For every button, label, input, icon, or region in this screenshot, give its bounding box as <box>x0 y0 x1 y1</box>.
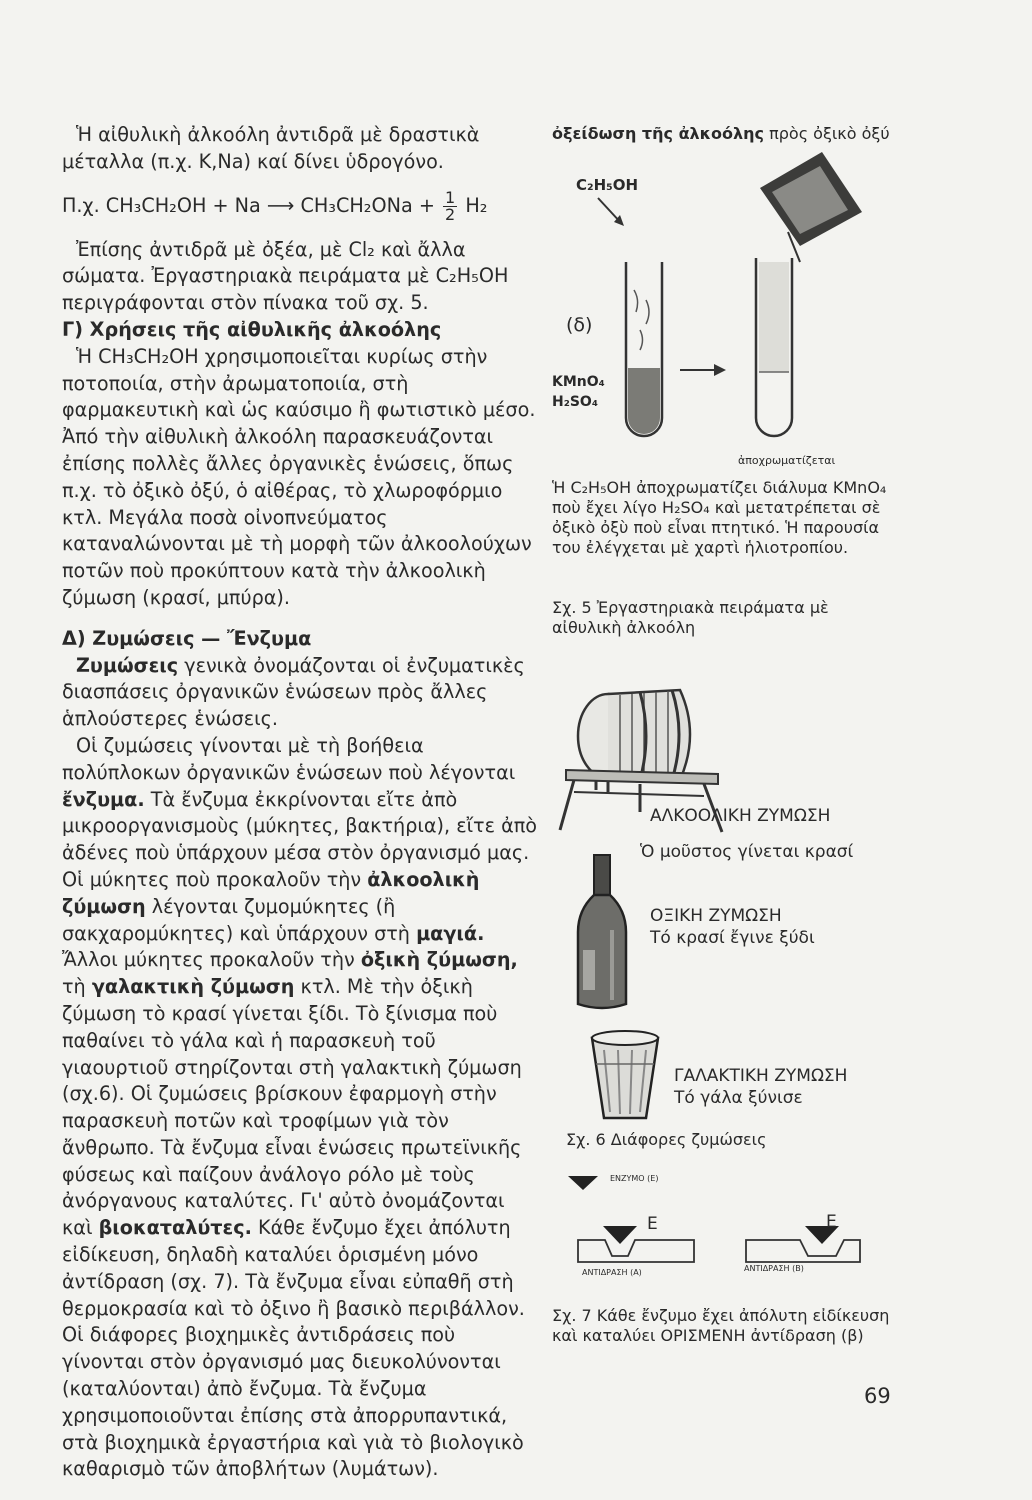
enzyme-a-label: Ε <box>647 1214 658 1234</box>
fig5-title-rest: πρὸς ὀξικὸ ὀξύ <box>764 124 890 143</box>
paragraph-acids: Ἐπίσης ἀντιδρᾶ μὲ ὀξέα, μὲ Cl₂ καὶ ἄλλα σώματα. Ἐργαστηριακὰ πειράματα μὲ C₂H₅OH περιγράφονται στὸν πίνακα τοῦ σχ. 5. <box>62 237 509 315</box>
text-span: Κάθε ἔνζυμο ἔχει ἀπόλυτη εἰδίκευση, δηλαδὴ καταλύει ὁρισμένη μόνο ἀντίδραση (σχ. 7). Τὰ ἔνζυμα εἶναι εὐπαθῆ στὴ θερμοκρασία καὶ τὸ ὀξινο ἢ βασικὸ περιβάλλον. Οἱ διάφορες βιοχημικὲς ἀντιδράσεις ποὺ γίνονται στὸν ὀργανισμό μας διευκολύνονται (καταλύονται) ἀπὸ ἔνζυμα. Τὰ ἔνζυμα χρησιμοποιοῦνται ἐπίσης στὰ ἀπορρυπαντικά, στὰ βιοχημικὰ ἐργαστήρια καὶ γιὰ τὸ βιολογικὸ καθαρισμὸ τῶν ἀποβλήτων (λυμάτων). <box>62 1216 525 1481</box>
label-decolorized: ἀποχρωματίζεται <box>738 454 836 467</box>
substrate-a-shape <box>578 1240 694 1262</box>
alcoholic-title: ΑΛΚΟΟΛΙΚΗ ΖΥΜΩΣΗ <box>650 806 831 826</box>
enzyme-a-icon <box>603 1226 637 1244</box>
label-kmno4: KMnO₄ <box>552 374 605 390</box>
fig5-label: Σχ. 5 Ἐργαστηριακὰ πειράματα μὲ αἰθυλικὴ ἀλκοόλη <box>552 598 829 637</box>
equation-rhs: H₂ <box>465 193 488 217</box>
label-h2so4: H₂SO₄ <box>552 394 598 410</box>
text-span: Τὰ ἔνζυμα ἐκκρίνονται εἴτε ἀπὸ μικροοργανισμοὺς (μύκητες, βακτήρια), εἴτε ἀπὸ ἀδένες ποὺ ὑπάρχουν μέσα στὸν ὀργανισμό μας. Οἱ μύκητες ποὺ προκαλοῦν τὴν <box>62 787 538 891</box>
fraction-numerator: 1 <box>445 187 456 207</box>
text-span: κτλ. Μὲ τὴν ὀξικὴ ζύμωση τὸ κρασί γίνεται ξίδι. Τὸ ξίνισμα ποὺ παθαίνει τὸ γάλα καὶ ἡ παρασκευὴ τοῦ γιαουρτιοῦ στηρίζονται στὴ γαλακτικὴ ζύμωση (σχ.6). Οἱ ζυμώσεις βρίσκουν ἐφαρμογὴ στὴν παρασκευὴ ποτῶν καὶ τροφίμων γιὰ τὸν ἄνθρωπο. Τὰ ἔνζυμα εἶναι ἑνώσεις πρωτεϊνικῆς φύσεως καὶ παίζουν ἀνάλογο ρόλο μὲ τοὺς ἀνόργανους καταλύτες. Γι' αὐτὸ ὀνομάζονται καὶ <box>62 975 522 1240</box>
reaction-a-label: ΑΝΤΙΔΡΑΣΗ (Α) <box>582 1268 642 1277</box>
paragraph-reaction-metals: Ἡ αἰθυλικὴ ἀλκοόλη ἀντιδρᾶ μὲ δραστικὰ μέταλλα (π.χ. K,Na) καί δίνει ὑδρογόνο. <box>62 123 480 173</box>
alcoholic-text: Ὁ μοῦστος γίνεται κρασί <box>640 842 854 862</box>
enzyme-legend-icon <box>568 1176 598 1190</box>
equation-lhs: Π.χ. CH₃CH₂OH + Na ⟶ CH₃CH₂ONa + <box>62 193 435 217</box>
fig7-label: Σχ. 7 Κάθε ἔνζυμο ἔχει ἀπόλυτη εἰδίκευση καὶ καταλύει ΟΡΙΣΜΕΝΗ ἀντίδραση (β) <box>552 1306 890 1345</box>
lactic-title: ΓΑΛΑΚΤΙΚΗ ΖΥΜΩΣΗ <box>674 1066 848 1086</box>
fraction-denominator: 2 <box>445 204 456 224</box>
text-fermentation-def: γενικὰ ὀνομάζονται οἱ ἐνζυματικὲς διασπάσεις ὀργανικῶν ἑνώσεων πρὸς ἄλλες ἁπλούστερες ἑνώσεις. <box>62 653 525 731</box>
text-span: Οἱ ζυμώσεις γίνονται μὲ τὴ βοήθεια πολύπλοκων ὀργανικῶν ἑνώσεων ποὺ λέγονται <box>62 733 516 784</box>
enzyme-b-label: Ε <box>826 1212 837 1232</box>
heading-uses: Γ) Χρήσεις τῆς αἰθυλικῆς ἀλκοόλης <box>62 317 442 341</box>
text-span: Ἄλλοι μύκητες προκαλοῦν τὴν <box>62 948 361 972</box>
term-acetic-fermentation: ὀξικὴ ζύμωση, <box>360 948 518 972</box>
substrate-b-shape <box>746 1240 860 1262</box>
fig6-label: Σχ. 6 Διάφορες ζυμώσεις <box>566 1130 767 1149</box>
fig5-title-bold: ὀξείδωση τῆς ἀλκοόλης <box>552 124 765 143</box>
enzyme-legend-label: ΕΝΖΥΜΟ (Ε) <box>610 1174 659 1183</box>
term-yeast: μαγιά. <box>416 921 485 945</box>
label-ethanol: C₂H₅OH <box>576 176 639 194</box>
term-enzymes: ἔνζυμα. <box>62 787 145 811</box>
page-number: 69 <box>864 1384 891 1408</box>
text-span: λέγονται ζυμομύκητες (ἢ σακχαρομύκητες) καὶ ὑπάρχουν στὴ <box>62 894 417 945</box>
term-biocatalysts: βιοκαταλύτες. <box>98 1216 252 1240</box>
term-alcoholic-fermentation: ἀλκοολικὴ ζύμωση <box>62 867 480 918</box>
lactic-text: Τό γάλα ξύνισε <box>674 1088 803 1108</box>
term-lactic-fermentation: γαλακτικὴ ζύμωση <box>91 975 295 999</box>
acetic-text: Τό κρασί ἔγινε ξύδι <box>650 928 815 948</box>
fig5-caption: Ἡ C₂H₅OH ἀποχρωματίζει διάλυμα KMnO₄ ποὺ ἔχει λίγο H₂SO₄ καὶ μετατρέπεται σὲ ὀξικὸ ὀξὺ ποὺ εἶναι πτητικό. Ἡ παρουσία του ἐλέγχεται μὲ χαρτὶ ἡλιοτροπίου. <box>552 478 887 557</box>
heading-fermentation: Δ) Ζυμώσεις — Ἔνζυμα <box>62 626 312 650</box>
text-span: τὴ <box>62 975 92 999</box>
acetic-title: ΟΞΙΚΗ ΖΥΜΩΣΗ <box>650 906 782 926</box>
reaction-b-label: ΑΝΤΙΔΡΑΣΗ (Β) <box>744 1264 804 1273</box>
paragraph-uses: Ἡ CH₃CH₂OH χρησιμοποιεῖται κυρίως στὴν ποτοποιία, στὴν ἀρωματοποιία, στὴ φαρμακευτικὴ καὶ ὡς καύσιμο ἢ φωτιστικὸ μέσο. Ἀπό τὴν αἰθυλικὴ ἀλκοόλη παρασκευάζονται ἐπίσης πολλὲς ἄλλες ὀργανικὲς ἑνώσεις, ὅπως π.χ. τὸ ὀξικὸ ὀξύ, ὁ αἰθέρας, τὸ χλωροφόρμιο κτλ. Μεγάλα ποσὰ οἰνοπνεύματος καταναλώνονται μὲ τὴ μορφὴ τῶν ἀλκοολούχων ποτῶν ποὺ προκύπτουν κατὰ τὴν ἀλκοολικὴ ζύμωση (κρασί, μπύρα). <box>62 344 536 609</box>
label-delta: (δ) <box>566 314 593 336</box>
term-fermentation: Ζυμώσεις <box>76 653 179 677</box>
